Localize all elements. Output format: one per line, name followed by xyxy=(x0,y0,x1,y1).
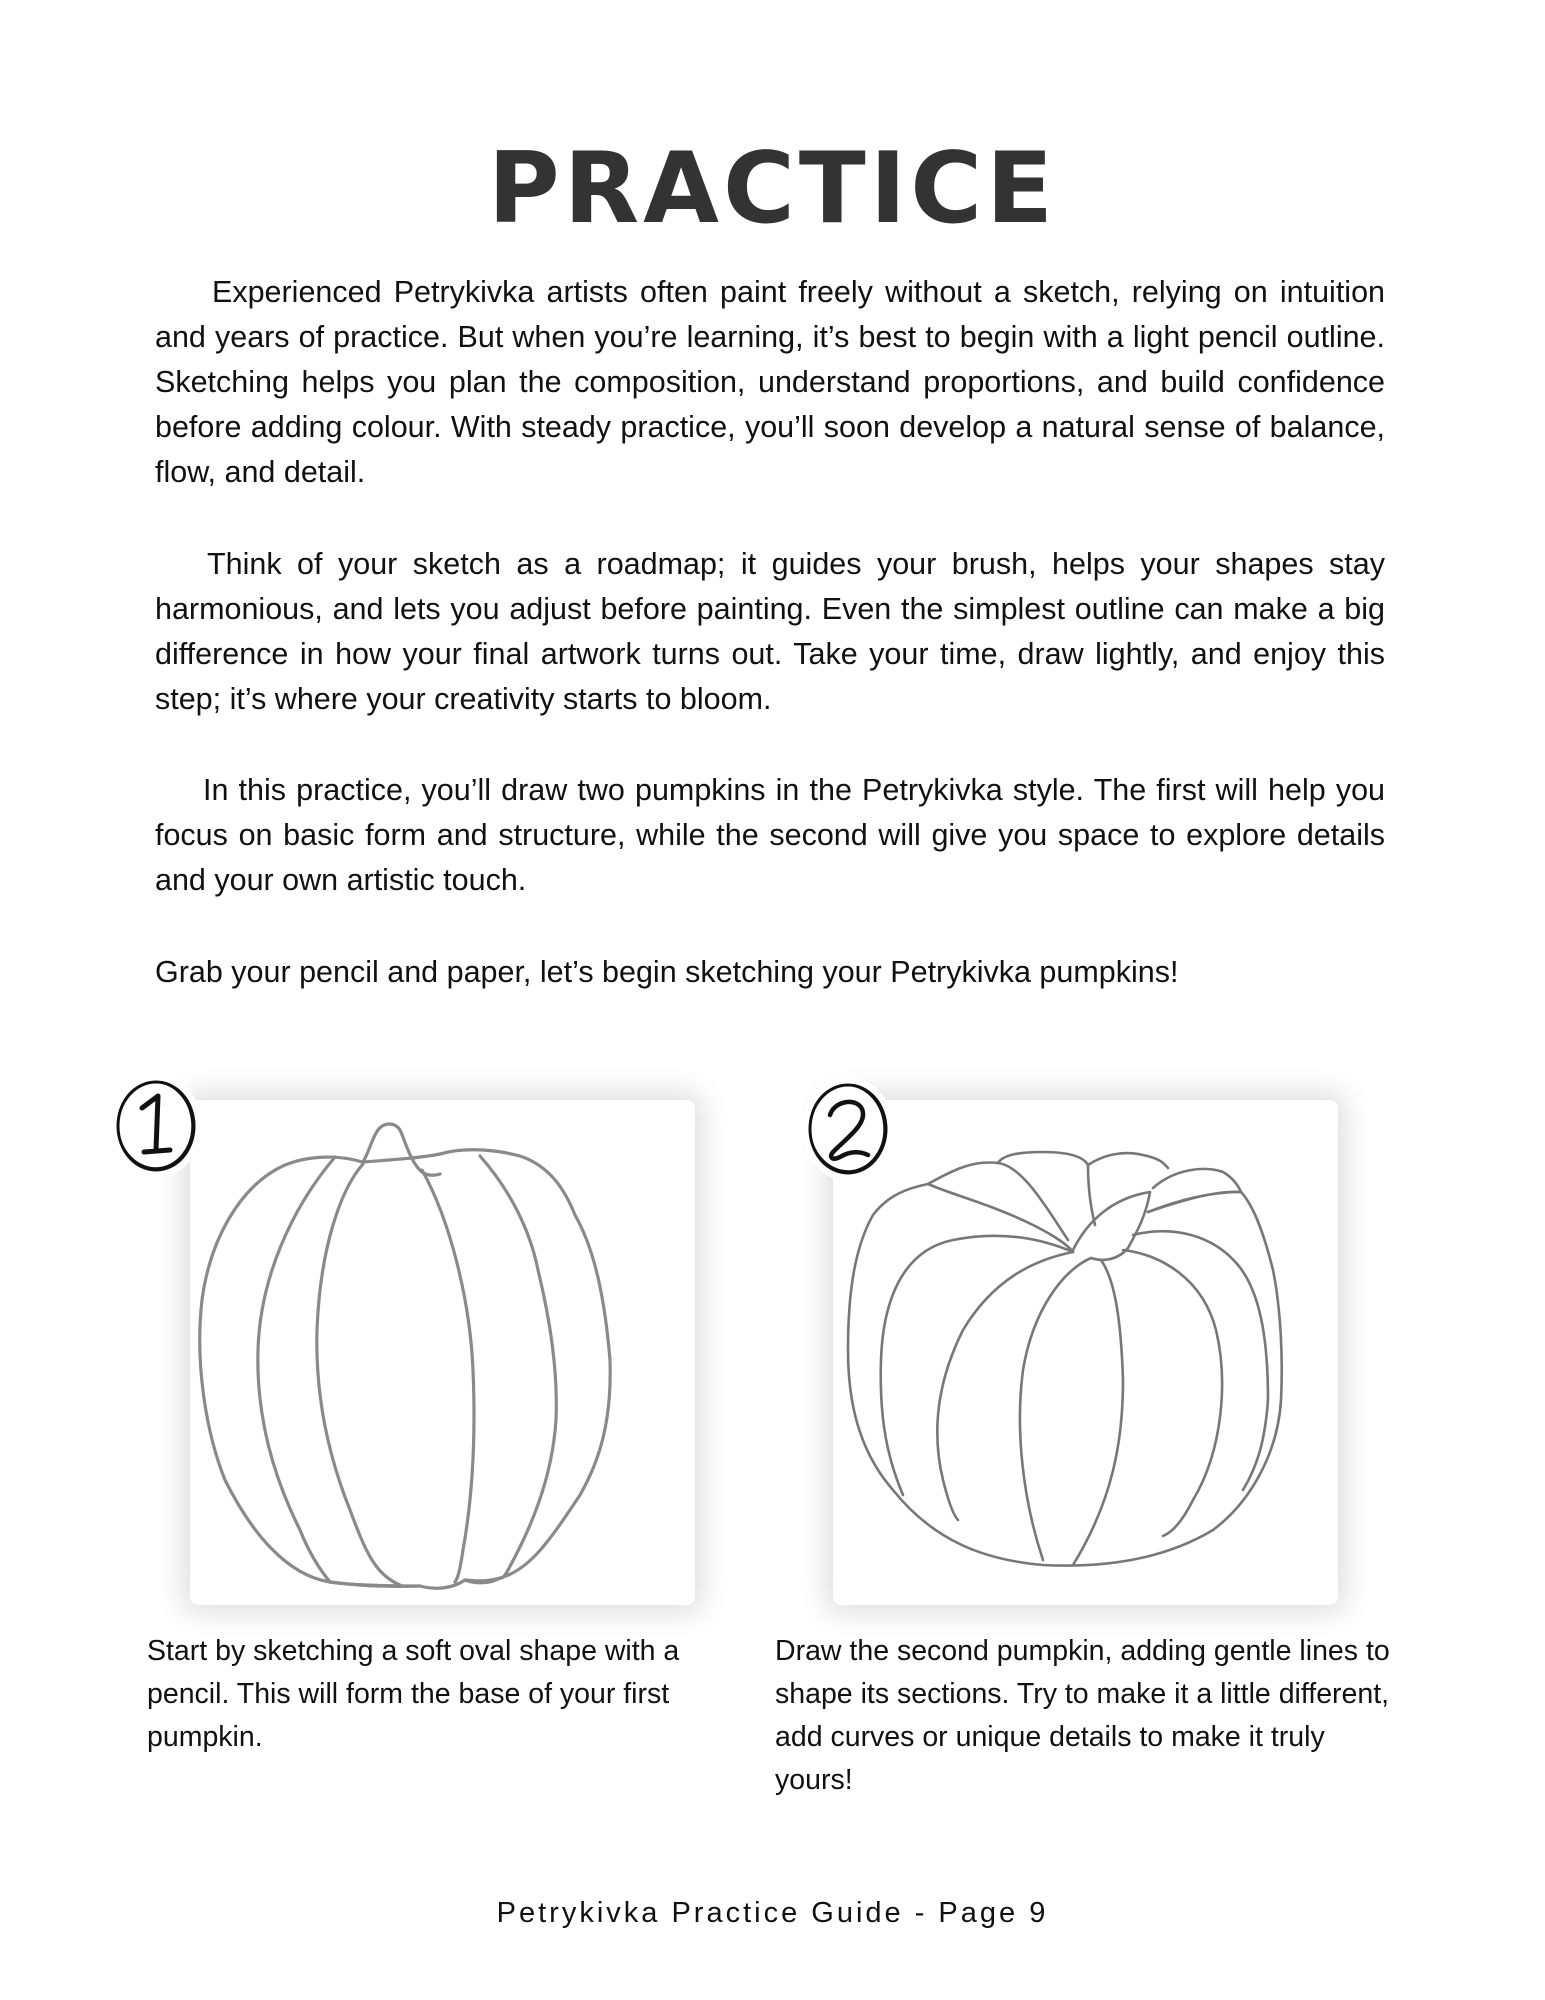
pumpkin-rib-8 xyxy=(1148,1192,1241,1212)
pumpkin-rib-2 xyxy=(317,1164,400,1585)
page-title: PRACTICE xyxy=(487,132,1058,246)
pumpkin-outline xyxy=(848,1184,1282,1566)
number-1-circle-icon xyxy=(108,1072,204,1180)
step-2-caption: Draw the second pumpkin, adding gentle lines to shape its sections. Try to make it a little different, add curves or unique details to make it truly yours! xyxy=(775,1635,1390,1796)
pumpkin-outline-right xyxy=(440,1150,610,1581)
intro-paragraph-2 xyxy=(155,542,1385,722)
paragraph-text: In this practice, you’ll draw two pumpkins in the Petrykivka style. The first will help you focus on basic form and structure, while the second will give you space to explore details and your own artistic touch. xyxy=(155,773,1385,897)
step-1-card xyxy=(190,1100,695,1605)
intro-paragraph-3 xyxy=(155,768,1385,903)
pumpkin-top-lobe-3 xyxy=(1088,1153,1168,1168)
pumpkin-rib-1 xyxy=(258,1157,335,1582)
step-2-badge xyxy=(800,1075,896,1183)
pumpkin-rib-3 xyxy=(422,1170,474,1582)
pumpkin-rib-2 xyxy=(881,1236,1073,1495)
pumpkin-rib-7 xyxy=(1133,1231,1268,1490)
pumpkin-outline-left xyxy=(200,1157,420,1586)
pumpkin-top-rim xyxy=(363,1154,440,1162)
pumpkin-top-lobe-2 xyxy=(998,1152,1095,1225)
step-1-badge xyxy=(108,1072,204,1180)
pumpkin-tall-illustration xyxy=(190,1100,695,1605)
paragraph-text: Think of your sketch as a roadmap; it guides your brush, helps your shapes stay harmonious, and lets you adjust before painting. Even the simplest outline can make a big difference in how your final artwork turns out. Take your time, draw lightly, and enjoy this step; it’s where your creativity starts to bloom. xyxy=(155,547,1385,716)
pumpkin-stem xyxy=(1073,1192,1150,1260)
page-footer: Petrykivka Practice Guide - Page 9 xyxy=(496,1897,1049,1929)
pumpkin-rib-4 xyxy=(480,1156,556,1578)
pumpkin-top-lobe-4 xyxy=(1153,1169,1241,1192)
pumpkin-top-lobe-1 xyxy=(928,1162,1068,1240)
number-2-circle-icon xyxy=(800,1075,896,1183)
pumpkin-round-illustration xyxy=(833,1100,1338,1605)
step-2-card xyxy=(833,1100,1338,1605)
pumpkin-rib-5 xyxy=(1073,1260,1123,1565)
paragraph-text: Experienced Petrykivka artists often paint freely without a sketch, relying on intuition and years of practice. But when you’re learning, it’s best to begin with a light pencil outline. Sketching helps you plan the composition, understand proportions, and build confidence before adding colour. With steady practice, you’ll soon develop a natural sense of balance, flow, and detail. xyxy=(155,275,1385,489)
pumpkin-stem xyxy=(363,1124,440,1175)
pumpkin-rib-6 xyxy=(1123,1250,1222,1536)
intro-paragraph-1 xyxy=(155,270,1385,495)
call-to-action xyxy=(155,950,1385,995)
pumpkin-rib-4 xyxy=(1020,1258,1091,1560)
step-1-caption: Start by sketching a soft oval shape with a pencil. This will form the base of your first pumpkin. xyxy=(147,1635,680,1753)
paragraph-text: Grab your pencil and paper, let’s begin sketching your Petrykivka pumpkins! xyxy=(155,955,1179,989)
